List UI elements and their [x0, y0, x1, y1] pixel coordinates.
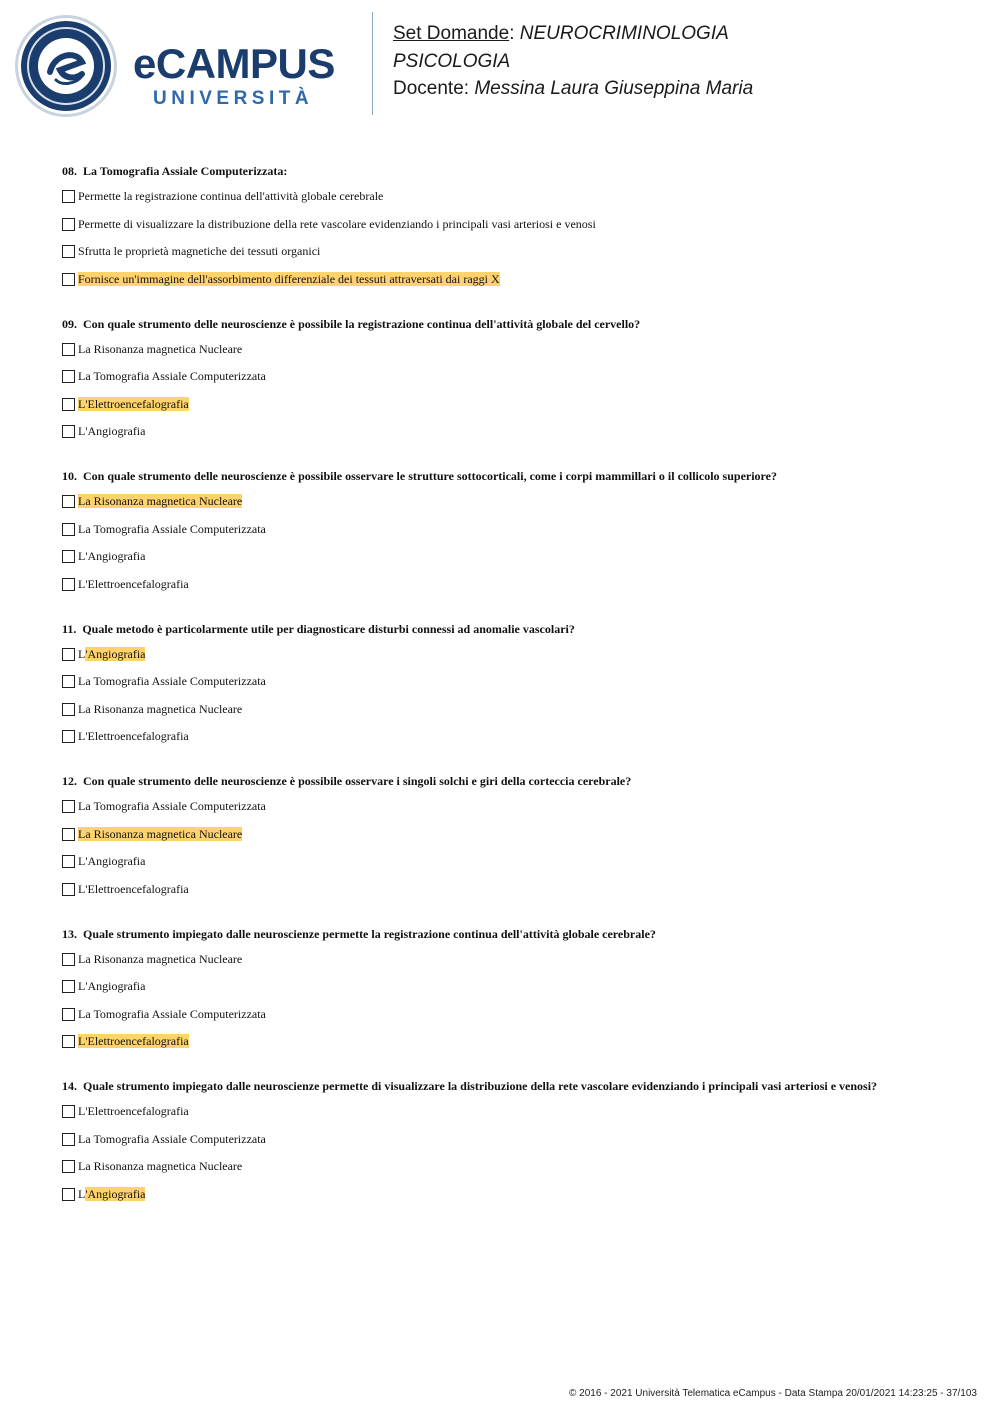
- answer-option[interactable]: [62, 881, 962, 898]
- question-block: [62, 162, 962, 288]
- answer-label: [78, 1033, 189, 1050]
- answer-label: [78, 548, 145, 565]
- answer-checkbox[interactable]: [62, 1160, 75, 1173]
- answer-option[interactable]: [62, 1033, 962, 1050]
- set-info: [393, 20, 983, 103]
- question-title: [62, 620, 962, 638]
- answer-label: [78, 881, 189, 898]
- answer-checkbox[interactable]: [62, 675, 75, 688]
- question-title: [62, 162, 962, 180]
- answer-checkbox[interactable]: [62, 425, 75, 438]
- answer-option[interactable]: [62, 826, 962, 843]
- docente-name: Messina Laura Giuseppina Maria: [474, 78, 754, 99]
- answer-text: L'Elettroencefalografia: [78, 881, 189, 896]
- question-block: [62, 1077, 962, 1203]
- answer-checkbox[interactable]: [62, 855, 75, 868]
- answer-checkbox[interactable]: [62, 190, 75, 203]
- answer-label: [78, 853, 145, 870]
- answer-label: [78, 1158, 242, 1175]
- answer-label: [78, 493, 242, 510]
- answer-text: La Tomografia Assiale Computerizzata: [78, 521, 266, 536]
- answer-checkbox[interactable]: [62, 550, 75, 563]
- brand-name: eCAMPUS: [133, 40, 335, 87]
- question-block: [62, 315, 962, 441]
- page-footer: © 2016 - 2021 Università Telematica eCampus - Data Stampa 20/01/2021 14:23:25 - 37/103: [569, 1388, 977, 1399]
- answer-label: [78, 646, 145, 663]
- answer-label: [78, 728, 189, 745]
- question-title: [62, 772, 962, 790]
- answer-text: La Tomografia Assiale Computerizzata: [78, 369, 266, 383]
- answer-checkbox[interactable]: [62, 1035, 75, 1048]
- question-list: [62, 162, 962, 1230]
- question-title: [62, 315, 962, 333]
- brand-wordmark: [133, 40, 358, 115]
- question-text: Con quale strumento delle neuroscienze è possibile osservare le strutture sottocorticali, come i corpi mammillari o il collicolo superiore?: [83, 469, 777, 483]
- answer-text-prefix: L: [78, 646, 86, 661]
- answer-option[interactable]: [62, 1186, 962, 1203]
- answer-option[interactable]: [62, 853, 962, 870]
- answer-label: [78, 798, 266, 815]
- answer-label: [78, 423, 145, 440]
- answer-checkbox[interactable]: [62, 343, 75, 356]
- answer-label: [78, 1186, 145, 1203]
- answer-label: [78, 521, 266, 538]
- answer-label: [78, 396, 189, 413]
- answer-option[interactable]: [62, 216, 962, 233]
- answer-checkbox[interactable]: [62, 1188, 75, 1201]
- answer-label: [78, 216, 596, 233]
- answer-label: [78, 341, 242, 358]
- answer-option[interactable]: [62, 1158, 962, 1175]
- answer-option[interactable]: [62, 493, 962, 510]
- set-label: Set Domande: [393, 23, 510, 44]
- answer-text: Permette la registrazione continua dell'attività globale cerebrale: [78, 189, 384, 203]
- answer-checkbox[interactable]: [62, 953, 75, 966]
- answer-text: La Risonanza magnetica Nucleare: [78, 341, 243, 356]
- answer-text: L'Elettroencefalografia: [78, 729, 189, 743]
- question-number: 12.: [62, 774, 77, 788]
- answer-checkbox[interactable]: [62, 648, 75, 661]
- set-title-2: PSICOLOGIA: [393, 50, 511, 72]
- answer-option[interactable]: [62, 646, 962, 663]
- answer-label: [78, 1006, 266, 1023]
- question-text: Con quale strumento delle neuroscienze è possibile la registrazione continua dell'attività globale del cervello?: [83, 316, 641, 331]
- answer-text: La Tomografia Assiale Computerizzata: [78, 1131, 266, 1146]
- set-title-line1: Set Domande: NEUROCRIMINOLOGIA: [393, 23, 729, 44]
- answer-text: La Risonanza magnetica Nucleare: [78, 1159, 243, 1173]
- answer-checkbox[interactable]: [62, 398, 75, 411]
- answer-option[interactable]: [62, 576, 962, 593]
- question-block: [62, 467, 962, 593]
- answer-option[interactable]: [62, 548, 962, 565]
- correct-answer-highlight: 'Angiografia: [85, 1186, 146, 1201]
- answer-checkbox[interactable]: [62, 1133, 75, 1146]
- answer-checkbox[interactable]: [62, 703, 75, 716]
- answer-text: L'Angiografia: [78, 979, 146, 993]
- answer-label: [78, 951, 242, 968]
- answer-checkbox[interactable]: [62, 1008, 75, 1021]
- page-header: [0, 0, 1000, 125]
- answer-label: [78, 673, 266, 690]
- brand-subtitle: UNIVERSITÀ: [153, 88, 314, 109]
- question-number: 09.: [62, 316, 77, 331]
- correct-answer-highlight: La Risonanza magnetica Nucleare: [78, 826, 243, 841]
- question-title: [62, 925, 962, 943]
- answer-option[interactable]: [62, 1103, 962, 1120]
- set-title-1: NEUROCRIMINOLOGIA: [519, 23, 729, 44]
- answer-checkbox[interactable]: [62, 218, 75, 231]
- answer-option[interactable]: [62, 673, 962, 690]
- answer-label: [78, 188, 383, 205]
- answer-option[interactable]: [62, 188, 962, 205]
- correct-answer-highlight: L'Elettroencefalografia: [78, 1034, 189, 1048]
- question-title: [62, 1077, 962, 1095]
- answer-checkbox[interactable]: [62, 828, 75, 841]
- answer-text-prefix: L: [78, 1186, 86, 1201]
- answer-text: La Tomografia Assiale Computerizzata: [78, 1006, 266, 1021]
- answer-checkbox[interactable]: [62, 578, 75, 591]
- answer-option[interactable]: [62, 396, 962, 413]
- answer-text: Sfrutta le proprietà magnetiche dei tessuti organici: [78, 244, 321, 258]
- docente-line: [393, 75, 983, 103]
- answer-option[interactable]: [62, 341, 962, 358]
- answer-checkbox[interactable]: [62, 245, 75, 258]
- correct-answer-highlight: 'Angiografia: [85, 646, 146, 661]
- question-number: 13.: [62, 926, 77, 941]
- question-text: Quale strumento impiegato dalle neuroscienze permette la registrazione continua dell'attività globale cerebrale?: [83, 926, 656, 941]
- answer-option[interactable]: [62, 271, 962, 288]
- answer-label: [78, 978, 145, 995]
- answer-text: La Tomografia Assiale Computerizzata: [78, 674, 266, 688]
- correct-answer-highlight: Fornisce un'immagine dell'assorbimento differenziale dei tessuti attraversati dai raggi X: [78, 271, 500, 286]
- answer-text: L'Elettroencefalografia: [78, 1104, 189, 1118]
- answer-text: L'Angiografia: [78, 549, 146, 563]
- docente-label: Docente:: [393, 78, 470, 99]
- correct-answer-highlight: L'Elettroencefalografia: [78, 396, 189, 411]
- answer-text: L'Angiografia: [78, 854, 146, 868]
- answer-checkbox[interactable]: [62, 495, 75, 508]
- answer-checkbox[interactable]: [62, 800, 75, 813]
- answer-label: [78, 1103, 189, 1120]
- answer-option[interactable]: [62, 368, 962, 385]
- answer-label: [78, 271, 500, 288]
- question-number: 08.: [62, 164, 77, 178]
- question-title: [62, 467, 962, 485]
- question-text: Con quale strumento delle neuroscienze è possibile osservare i singoli solchi e giri della corteccia cerebrale?: [83, 774, 632, 788]
- answer-label: [78, 576, 189, 593]
- answer-text: L'Elettroencefalografia: [78, 576, 189, 591]
- question-number: 10.: [62, 469, 77, 483]
- question-block: [62, 620, 962, 746]
- answer-checkbox[interactable]: [62, 980, 75, 993]
- answer-option[interactable]: [62, 243, 962, 260]
- answer-option[interactable]: [62, 701, 962, 718]
- question-text: Quale strumento impiegato dalle neuroscienze permette di visualizzare la distribuzione della rete vascolare evidenziando i principali vasi arteriosi e venosi?: [83, 1079, 878, 1093]
- answer-option[interactable]: [62, 951, 962, 968]
- answer-option[interactable]: [62, 978, 962, 995]
- answer-option[interactable]: [62, 423, 962, 440]
- answer-checkbox[interactable]: [62, 1105, 75, 1118]
- question-text: La Tomografia Assiale Computerizzata:: [83, 164, 288, 178]
- question-block: [62, 772, 962, 898]
- answer-text: L'Angiografia: [78, 424, 146, 438]
- answer-label: [78, 1131, 266, 1148]
- answer-label: [78, 368, 266, 385]
- answer-label: [78, 826, 242, 843]
- answer-text: La Risonanza magnetica Nucleare: [78, 701, 243, 716]
- answer-checkbox[interactable]: [62, 523, 75, 536]
- answer-option[interactable]: [62, 1006, 962, 1023]
- answer-text: Permette di visualizzare la distribuzione della rete vascolare evidenziando i principali vasi arteriosi e venosi: [78, 216, 596, 231]
- question-block: [62, 925, 962, 1051]
- question-number: 11.: [62, 621, 77, 636]
- answer-label: [78, 701, 242, 718]
- answer-text: La Risonanza magnetica Nucleare: [78, 951, 243, 966]
- answer-option[interactable]: [62, 1131, 962, 1148]
- correct-answer-highlight: La Risonanza magnetica Nucleare: [78, 494, 243, 508]
- header-divider: [372, 12, 373, 115]
- answer-checkbox[interactable]: [62, 370, 75, 383]
- answer-text: La Tomografia Assiale Computerizzata: [78, 799, 266, 813]
- question-text: Quale metodo è particolarmente utile per diagnosticare disturbi connessi ad anomalie vascolari?: [82, 621, 575, 636]
- answer-option[interactable]: [62, 728, 962, 745]
- ecampus-seal-logo: [14, 14, 118, 118]
- answer-checkbox[interactable]: [62, 883, 75, 896]
- set-title-line2: [393, 48, 983, 76]
- answer-checkbox[interactable]: [62, 273, 75, 286]
- answer-label: [78, 243, 320, 260]
- answer-option[interactable]: [62, 521, 962, 538]
- question-number: 14.: [62, 1079, 77, 1093]
- answer-checkbox[interactable]: [62, 730, 75, 743]
- answer-option[interactable]: [62, 798, 962, 815]
